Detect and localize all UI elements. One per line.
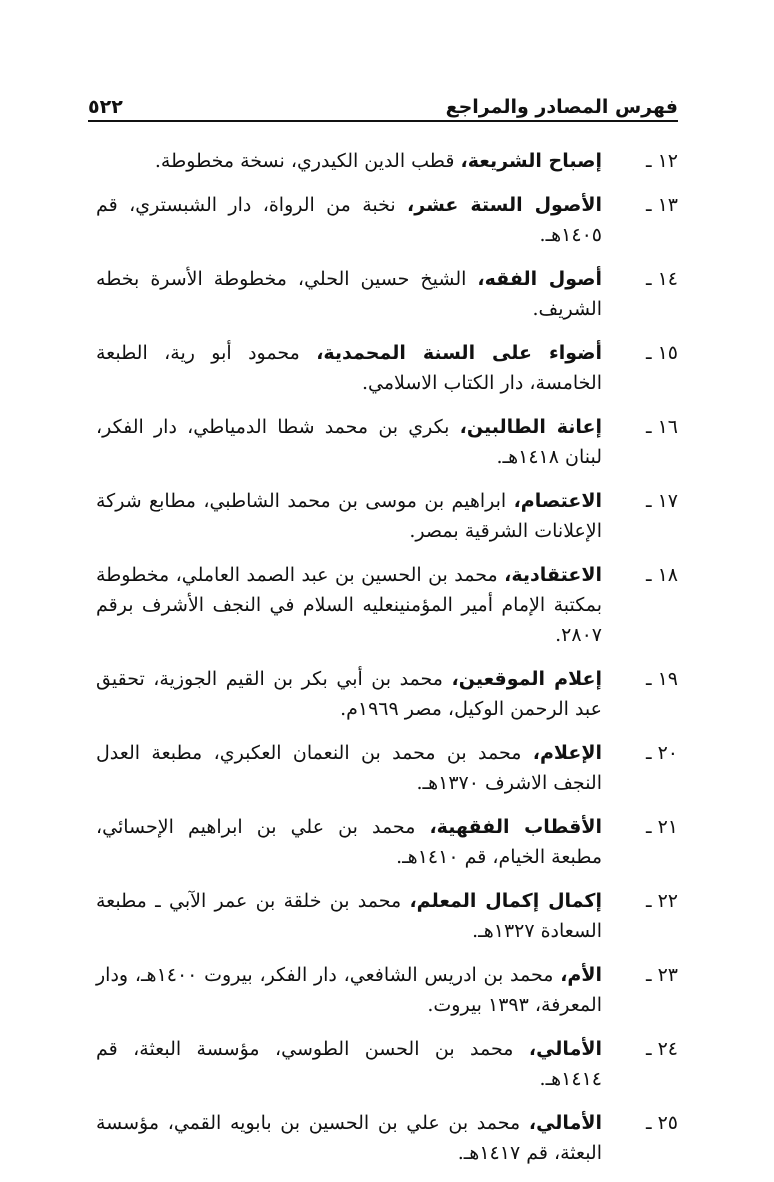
entry-details: بكري بن محمد شطا الدمياطي، دار الفكر، لبنان ١٤١٨هـ. <box>96 416 602 468</box>
entry-details: محمد بن الحسن الطوسي، مؤسسة البعثة، قم ١٤١٤هـ. <box>96 1038 602 1090</box>
page-number: ٥٢٢ <box>88 96 123 118</box>
entry-title: الأم، <box>560 964 603 986</box>
entry-title: إعانة الطالبين، <box>459 416 602 438</box>
entry-text <box>96 1108 602 1168</box>
entry-number: ٢٤ ـ <box>645 1038 678 1060</box>
list-item <box>96 412 678 472</box>
entry-text <box>96 146 602 176</box>
entry-title: الأقطاب الفقهية، <box>429 816 603 838</box>
entry-number: ١٤ ـ <box>645 268 678 290</box>
entry-details: الشيخ حسين الحلي، مخطوطة الأسرة بخطه الشريف. <box>96 268 602 320</box>
list-item <box>96 812 678 872</box>
entry-details: محمد بن الحسين بن عبد الصمد العاملي، مخطوطة بمكتبة الإمام أمير المؤمنينعليه السلام في النجف الأشرف برقم ٢٨٠٧. <box>96 564 602 646</box>
list-item <box>96 886 678 946</box>
entry-number: ١٧ ـ <box>645 490 678 512</box>
entry-title: إصباح الشريعة، <box>460 150 602 172</box>
entry-title: إكمال إكمال المعلم، <box>409 890 602 912</box>
entry-text <box>96 812 602 872</box>
list-item <box>96 146 678 176</box>
entry-number: ١٨ ـ <box>645 564 678 586</box>
entry-details: نخبة من الرواة، دار الشبستري، قم ١٤٠٥هـ. <box>96 194 602 246</box>
entry-number: ٢٥ ـ <box>645 1112 678 1134</box>
entry-text <box>96 264 602 324</box>
entry-text <box>96 560 602 650</box>
entry-details: محمد بن محمد بن النعمان العكبري، مطبعة العدل النجف الاشرف ١٣٧٠هـ. <box>96 742 602 794</box>
bibliography-list <box>96 146 678 1182</box>
entry-number: ١٣ ـ <box>645 194 678 216</box>
header-rule <box>88 120 678 122</box>
entry-text <box>96 338 602 398</box>
entry-text <box>96 1034 602 1094</box>
list-item <box>96 664 678 724</box>
list-item <box>96 1034 678 1094</box>
entry-number: ٢٠ ـ <box>645 742 678 764</box>
entry-details: ابراهيم بن موسى بن محمد الشاطبي، مطابع شركة الإعلانات الشرقية بمصر. <box>96 490 602 542</box>
list-item <box>96 1108 678 1168</box>
list-item <box>96 264 678 324</box>
list-item <box>96 960 678 1020</box>
running-title: فهرس المصادر والمراجع <box>445 96 678 118</box>
entry-title: الأمالي، <box>528 1038 602 1060</box>
entry-title: الاعتقادية، <box>504 564 602 586</box>
entry-text <box>96 886 602 946</box>
entry-text <box>96 486 602 546</box>
entry-details: محمد بن خلقة بن عمر الآبي ـ مطبعة السعادة ١٣٢٧هـ. <box>96 890 602 942</box>
entry-number: ١٢ ـ <box>645 150 678 172</box>
entry-title: الإعلام، <box>532 742 602 764</box>
entry-details: محمد بن أبي بكر بن القيم الجوزية، تحقيق عبد الرحمن الوكيل، مصر ١٩٦٩م. <box>96 668 602 720</box>
list-item <box>96 190 678 250</box>
entry-number: ١٥ ـ <box>645 342 678 364</box>
entry-text <box>96 960 602 1020</box>
list-item <box>96 486 678 546</box>
page-header <box>88 84 678 118</box>
entry-title: الأصول الستة عشر، <box>407 194 602 216</box>
entry-title: أصول الفقه، <box>477 268 602 290</box>
entry-number: ٢٢ ـ <box>645 890 678 912</box>
entry-number: ٢٣ ـ <box>645 964 678 986</box>
entry-text <box>96 412 602 472</box>
entry-title: أضواء على السنة المحمدية، <box>316 342 602 364</box>
entry-text <box>96 664 602 724</box>
entry-title: الاعتصام، <box>513 490 602 512</box>
list-item <box>96 338 678 398</box>
entry-title: الأمالي، <box>528 1112 602 1134</box>
entry-details: محمد بن علي بن ابراهيم الإحسائي، مطبعة الخيام، قم ١٤١٠هـ. <box>96 816 602 868</box>
list-item <box>96 560 678 650</box>
entry-details: محمد بن علي بن الحسين بن بابويه القمي، مؤسسة البعثة، قم ١٤١٧هـ. <box>96 1112 602 1164</box>
entry-number: ١٩ ـ <box>645 668 678 690</box>
list-item <box>96 738 678 798</box>
entry-text <box>96 738 602 798</box>
entry-number: ١٦ ـ <box>645 416 678 438</box>
entry-details: محمود أبو رية، الطبعة الخامسة، دار الكتاب الاسلامي. <box>96 342 602 394</box>
entry-title: إعلام الموقعين، <box>451 668 602 690</box>
entry-text <box>96 190 602 250</box>
entry-details: قطب الدين الكيدري، نسخة مخطوطة. <box>154 150 461 172</box>
entry-details: محمد بن ادريس الشافعي، دار الفكر، بيروت ١٤٠٠هـ، ودار المعرفة، ١٣٩٣ بيروت. <box>96 964 602 1016</box>
entry-number: ٢١ ـ <box>645 816 678 838</box>
